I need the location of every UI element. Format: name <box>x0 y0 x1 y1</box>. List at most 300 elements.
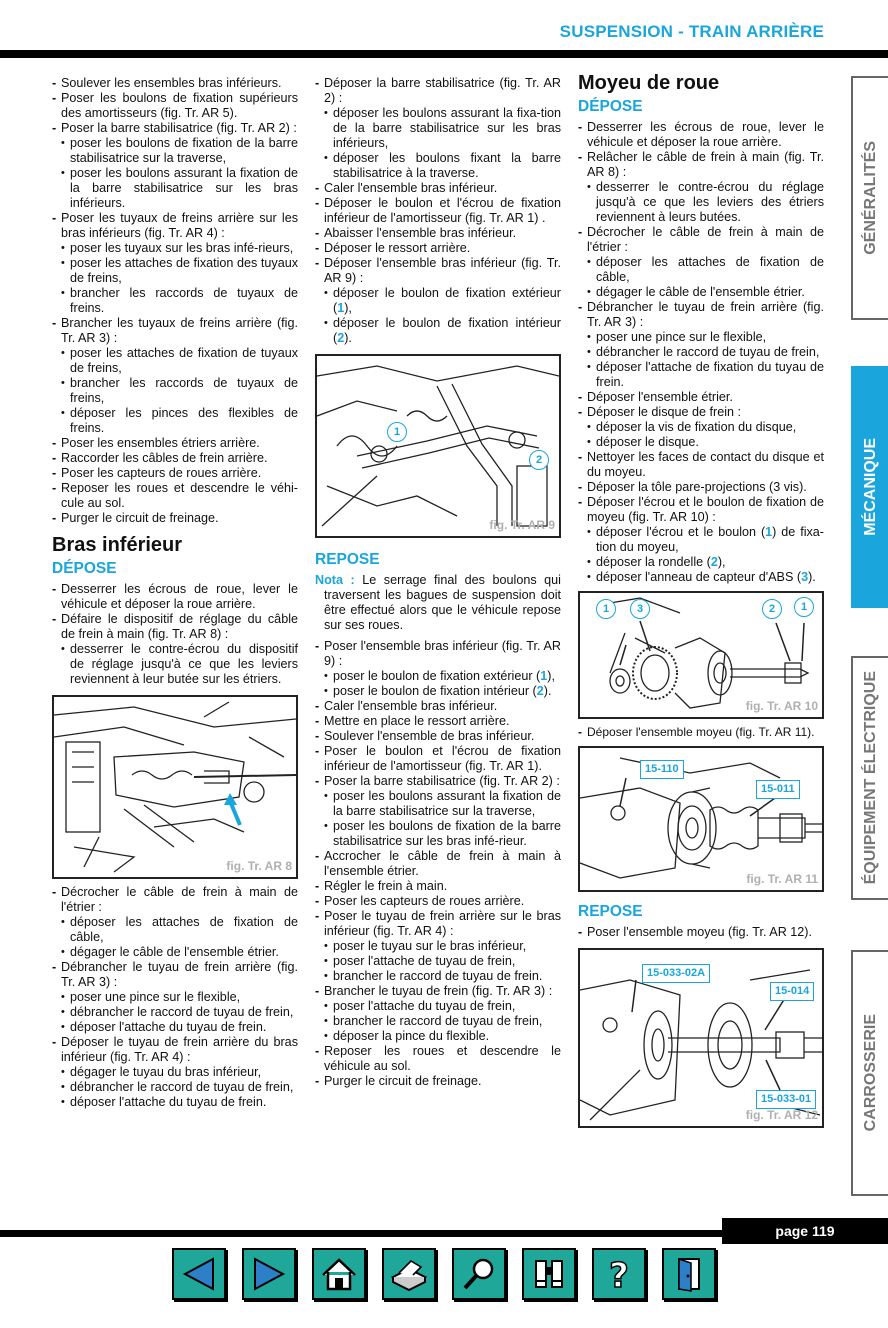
list-item <box>52 316 298 346</box>
note-label: Nota : <box>315 573 355 587</box>
item-text-main: Purger le circuit de freinage. <box>61 511 219 525</box>
reference-label: 15-110 <box>640 760 684 779</box>
repose-heading: REPOSE <box>578 903 643 920</box>
list-item <box>315 1074 561 1089</box>
bullet-marker: • <box>587 286 591 298</box>
item-text <box>333 151 561 181</box>
dash-marker: - <box>578 450 583 464</box>
item-text <box>324 196 561 226</box>
page-number: page 119 <box>722 1218 888 1244</box>
item-text <box>324 181 561 196</box>
item-text <box>70 166 298 211</box>
item-text <box>596 345 824 360</box>
dash-marker: - <box>52 211 57 225</box>
item-text <box>324 894 561 909</box>
list-item <box>578 120 824 150</box>
item-text-main: brancher les raccords de tuyaux de freins, <box>70 376 298 405</box>
list-item <box>52 286 298 316</box>
item-text-main: déposer la pince du flexible. <box>333 1029 490 1043</box>
figure-tr-ar-9 <box>315 354 561 538</box>
item-text <box>587 150 824 180</box>
item-text <box>70 1020 298 1035</box>
figure-label: fig. Tr. AR 10 <box>745 699 818 713</box>
list-item <box>578 300 824 330</box>
item-text <box>596 435 824 450</box>
item-text <box>333 1014 561 1029</box>
bullet-marker: • <box>324 790 328 802</box>
bullet-marker: • <box>61 287 65 299</box>
item-text <box>333 316 561 346</box>
figure-tr-ar-9-drawing <box>317 356 559 536</box>
item-text <box>61 451 298 466</box>
item-text: Déposer l'ensemble moyeu (fig. Tr. AR 11). <box>587 725 815 739</box>
item-text <box>333 789 561 819</box>
item-text <box>70 1065 298 1080</box>
bullet-marker: • <box>324 955 328 967</box>
item-text-main: poser les boulons de fixation de la barre stabilisatrice sur les bras infé-rieur. <box>333 819 561 848</box>
item-text <box>70 136 298 166</box>
tab-generalites[interactable] <box>851 76 888 320</box>
bullet-marker: • <box>61 1096 65 1108</box>
dash-marker: - <box>52 436 57 450</box>
item-text <box>324 909 561 939</box>
item-text-main: déposer le boulon de fixation intérieur ( <box>333 316 561 345</box>
figure-tr-ar-10 <box>578 591 824 719</box>
list <box>52 582 298 687</box>
tab-label: GÉNÉRALITÉS <box>861 141 879 255</box>
dash-marker: - <box>315 256 320 270</box>
item-text-main: Desserrer les écrous de roue, lever le véhicule et déposer la roue arrière. <box>587 120 824 149</box>
item-text <box>61 211 298 241</box>
item-text <box>587 300 824 330</box>
item-text-main: Déposer la barre stabilisatrice (fig. Tr. AR 2) : <box>324 76 561 105</box>
top-rule <box>0 50 888 58</box>
bullet-marker: • <box>587 571 591 583</box>
list-item <box>315 684 561 699</box>
item-text-main: Nettoyer les faces de contact du disque et du moyeu. <box>587 450 824 479</box>
tab-carrosserie[interactable] <box>851 950 888 1196</box>
figure-tr-ar-8 <box>52 695 298 879</box>
item-text-main: Poser la barre stabilisatrice (fig. Tr. AR 2) : <box>61 121 297 135</box>
list-item <box>52 466 298 481</box>
item-text <box>70 346 298 376</box>
item-text <box>61 436 298 451</box>
bullet-marker: • <box>61 167 65 179</box>
bullet-marker: • <box>61 242 65 254</box>
item-text-main: Poser les capteurs de roues arrière. <box>324 894 525 908</box>
item-text <box>70 406 298 436</box>
repose-heading: REPOSE <box>315 551 380 568</box>
item-text-main: Caler l'ensemble bras inférieur. <box>324 699 498 713</box>
reference-number: 1 <box>337 301 345 315</box>
dash-marker: - <box>315 729 320 743</box>
dash-marker: - <box>578 150 583 164</box>
item-text-main: brancher le raccord de tuyau de frein. <box>333 969 543 983</box>
list-item <box>315 789 561 819</box>
print-icon <box>389 1255 429 1293</box>
reference-label: 15-033-02A <box>642 964 710 983</box>
item-text <box>596 255 824 285</box>
find-button[interactable] <box>522 1248 576 1300</box>
item-text-main: Régler le frein à main. <box>324 879 448 893</box>
bullet-marker: • <box>61 257 65 269</box>
item-text <box>324 879 561 894</box>
list-item <box>578 495 824 525</box>
list-item <box>578 525 824 555</box>
item-text-main: desserrer le contre-écrou du dispositif de réglage jusqu'à ce que les leviers reviennent à leur butée sur les étriers. <box>70 642 298 686</box>
list-item <box>52 376 298 406</box>
figure-tr-ar-12 <box>578 948 824 1128</box>
bullet-marker: • <box>324 970 328 982</box>
home-icon <box>319 1255 359 1293</box>
bullet-marker: • <box>61 1006 65 1018</box>
list-item <box>52 945 298 960</box>
list-item <box>578 420 824 435</box>
callout-1: 1 <box>387 422 407 442</box>
item-text-main: Brancher le tuyau de frein (fig. Tr. AR 3) : <box>324 984 553 998</box>
section-title-bras-inferieur: Bras inférieur <box>52 534 183 556</box>
item-text-main: poser les attaches de fixation des tuyaux de freins, <box>70 256 298 285</box>
column-1 <box>52 76 298 1110</box>
item-text-main: Desserrer les écrous de roue, lever le véhicule et déposer la roue arrière. <box>61 582 298 611</box>
list-item <box>52 481 298 511</box>
dash-marker: - <box>52 316 57 330</box>
reference-number: 1 <box>540 669 548 683</box>
item-text-main: Accrocher le câble de frein à main à l'ensemble étrier. <box>324 849 561 878</box>
list-item <box>315 1044 561 1074</box>
item-text-main: Poser les ensembles étriers arrière. <box>61 436 260 450</box>
item-text <box>324 774 561 789</box>
exit-icon <box>669 1255 709 1293</box>
list-item <box>52 256 298 286</box>
list-item <box>315 699 561 714</box>
item-text <box>324 729 561 744</box>
list <box>52 76 298 526</box>
list-item <box>578 330 824 345</box>
svg-text:?: ? <box>609 1256 629 1293</box>
list-item <box>52 136 298 166</box>
item-text-main: Déposer la tôle pare-projections (3 vis). <box>587 480 807 494</box>
list-item <box>52 406 298 436</box>
item-text-end: ). <box>344 331 352 345</box>
item-text-main: Déposer l'ensemble bras inférieur (fig. Tr. AR 9) : <box>324 256 561 285</box>
exit-button[interactable] <box>662 1248 716 1300</box>
item-text-main: Déposer le ressort arrière. <box>324 241 471 255</box>
item-text <box>70 1080 298 1095</box>
list-item <box>52 436 298 451</box>
item-text <box>61 466 298 481</box>
list-item <box>52 1065 298 1080</box>
item-text-main: déposer le boulon de fixation extérieur ( <box>333 286 561 315</box>
item-text <box>587 450 824 480</box>
item-text-main: Mettre en place le ressort arrière. <box>324 714 510 728</box>
item-text <box>70 1005 298 1020</box>
reference-number: 3 <box>801 570 809 584</box>
list-item <box>52 990 298 1005</box>
dash-marker: - <box>52 612 57 626</box>
item-text-main: déposer l'attache de fixation du tuyau de frein. <box>596 360 824 389</box>
tab-label: MÉCANIQUE <box>861 438 879 536</box>
item-text <box>587 120 824 150</box>
item-text-main: Soulever l'ensemble de bras inférieur. <box>324 729 535 743</box>
callout-2: 2 <box>529 450 549 470</box>
dash-marker: - <box>315 849 320 863</box>
item-text <box>61 76 298 91</box>
list-item <box>315 774 561 789</box>
list-item <box>52 960 298 990</box>
callout-1: 1 <box>596 599 616 619</box>
item-text-main: Soulever les ensembles bras inférieurs. <box>61 76 282 90</box>
item-text-main: brancher les raccords de tuyaux de freins. <box>70 286 298 315</box>
item-text <box>333 106 561 151</box>
list-item <box>52 1020 298 1035</box>
list-item <box>52 885 298 915</box>
reference-label: 15-011 <box>756 780 800 799</box>
item-text-end: ) de fixa-tion du moyeu, <box>596 525 824 554</box>
item-text <box>596 285 824 300</box>
note-text: Le serrage final des boulons qui traversent les bagues de suspension doit être effectué alors que le véhicule repose sur ses roues. <box>324 573 561 632</box>
list-item <box>578 390 824 405</box>
figure-tr-ar-11-drawing <box>580 748 822 890</box>
bullet-marker: • <box>587 556 591 568</box>
item-text <box>61 481 298 511</box>
previous-page-button[interactable] <box>172 1248 226 1300</box>
item-text-main: Débrancher le tuyau de frein arrière (fig. Tr. AR 3) : <box>587 300 824 329</box>
dash-marker: - <box>52 1035 57 1049</box>
item-text <box>324 1074 561 1089</box>
bullet-marker: • <box>324 1015 328 1027</box>
list <box>315 76 561 346</box>
figure-label: fig. Tr. AR 9 <box>489 518 555 532</box>
item-text <box>596 180 824 225</box>
list-item <box>52 1080 298 1095</box>
dash-marker: - <box>52 451 57 465</box>
bullet-marker: • <box>324 685 328 697</box>
bullet-marker: • <box>61 1066 65 1078</box>
section-title-moyeu: Moyeu de roue <box>578 72 720 94</box>
item-text-main: poser l'attache de tuyau de frein, <box>333 954 516 968</box>
item-text-main: Poser les capteurs de roues arrière. <box>61 466 262 480</box>
item-text-main: débrancher le raccord de tuyau de frein, <box>596 345 820 359</box>
item-text <box>596 360 824 390</box>
list-item <box>578 480 824 495</box>
reference-number: 2 <box>710 555 718 569</box>
bullet-marker: • <box>324 1030 328 1042</box>
item-text <box>324 699 561 714</box>
list-item: - Poser l'ensemble moyeu (fig. Tr. AR 12). <box>578 925 824 940</box>
item-text-main: déposer les attaches de fixation de câble, <box>596 255 824 284</box>
dash-marker: - <box>315 76 320 90</box>
dash-marker: - <box>578 495 583 509</box>
item-text-main: Déposer le tuyau de frein arrière du bras inférieur (fig. Tr. AR 4) : <box>61 1035 298 1064</box>
list-item <box>315 894 561 909</box>
bullet-marker: • <box>587 526 591 538</box>
item-text-main: Poser l'ensemble bras inférieur (fig. Tr. AR 9) : <box>324 639 561 668</box>
item-text-main: déposer la vis de fixation du disque, <box>596 420 797 434</box>
dash-marker: - <box>315 699 320 713</box>
next-page-button[interactable] <box>242 1248 296 1300</box>
depose-heading: DÉPOSE <box>52 560 117 577</box>
bullet-marker: • <box>61 407 65 419</box>
list-item <box>578 225 824 255</box>
bullet-marker: • <box>61 137 65 149</box>
item-text <box>61 1035 298 1065</box>
item-text-main: poser le boulon de fixation intérieur ( <box>333 684 537 698</box>
list-item <box>315 909 561 939</box>
item-text-main: Déposer le disque de frein : <box>587 405 742 419</box>
dash-marker: - <box>578 390 583 404</box>
reference-number: 2 <box>536 684 544 698</box>
item-text <box>70 286 298 316</box>
dash-marker: - <box>52 960 57 974</box>
item-text <box>324 241 561 256</box>
item-text <box>324 714 561 729</box>
dash-marker: - <box>315 1044 320 1058</box>
help-icon <box>599 1255 639 1293</box>
item-text <box>61 582 298 612</box>
dash-marker: - <box>315 241 320 255</box>
item-text-main: poser le boulon de fixation extérieur ( <box>333 669 541 683</box>
list-item <box>578 150 824 180</box>
tab-equipement-electrique[interactable] <box>851 656 888 900</box>
item-text-main: Déposer l'ensemble étrier. <box>587 390 733 404</box>
item-text <box>324 226 561 241</box>
item-text-main: déposer les pinces des flexibles de freins. <box>70 406 298 435</box>
item-text-main: dégager le câble de l'ensemble étrier. <box>70 945 279 959</box>
dash-marker: - <box>52 481 57 495</box>
dash-marker: - <box>52 76 57 90</box>
item-text <box>70 1095 298 1110</box>
help-button[interactable] <box>592 1248 646 1300</box>
bullet-marker: • <box>587 421 591 433</box>
tab-mecanique[interactable] <box>851 366 888 608</box>
home-button[interactable] <box>312 1248 366 1300</box>
item-text <box>587 495 824 525</box>
list-item <box>52 582 298 612</box>
list-item <box>578 345 824 360</box>
list-item <box>315 744 561 774</box>
item-text-main: poser l'attache du tuyau de frein, <box>333 999 516 1013</box>
print-button[interactable] <box>382 1248 436 1300</box>
item-text-main: dégager le tuyau du bras inférieur, <box>70 1065 262 1079</box>
list-item <box>52 511 298 526</box>
list-item <box>315 196 561 226</box>
list-item <box>315 181 561 196</box>
bullet-marker: • <box>61 916 65 928</box>
item-text <box>333 939 561 954</box>
dash-marker: - <box>578 405 583 419</box>
bullet-marker: • <box>324 287 328 299</box>
list-item <box>578 435 824 450</box>
binoculars-icon <box>529 1255 569 1293</box>
item-text-main: Purger le circuit de freinage. <box>324 1074 482 1088</box>
list-item <box>578 255 824 285</box>
tab-label: CARROSSERIE <box>861 1014 879 1132</box>
item-text <box>70 256 298 286</box>
item-text-main: Poser les tuyaux de freins arrière sur les bras inférieurs (fig. Tr. AR 4) : <box>61 211 298 240</box>
item-text <box>333 684 561 699</box>
list-item <box>315 999 561 1014</box>
search-button[interactable] <box>452 1248 506 1300</box>
list-item <box>52 1035 298 1065</box>
bullet-marker: • <box>61 991 65 1003</box>
list-item <box>578 570 824 585</box>
item-text-main: Déposer l'écrou et le boulon de fixation de moyeu (fig. Tr. AR 10) : <box>587 495 824 524</box>
bullet-marker: • <box>61 946 65 958</box>
item-text-main: Poser le tuyau de frein arrière sur le bras inférieur (fig. Tr. AR 4) : <box>324 909 561 938</box>
list-item <box>52 121 298 136</box>
item-text-main: Caler l'ensemble bras inférieur. <box>324 181 498 195</box>
item-text-end: ). <box>808 570 816 584</box>
item-text-main: débrancher le raccord de tuyau de frein, <box>70 1080 294 1094</box>
dash-marker: - <box>315 879 320 893</box>
item-text <box>324 1044 561 1074</box>
item-text <box>70 945 298 960</box>
item-text-main: Débrancher le tuyau de frein arrière (fig. Tr. AR 3) : <box>61 960 298 989</box>
list-item <box>315 286 561 316</box>
dash-marker: - <box>315 196 320 210</box>
dash-marker: - <box>315 984 320 998</box>
item-text-main: poser une pince sur le flexible, <box>596 330 767 344</box>
depose-heading: DÉPOSE <box>578 98 643 115</box>
dash-marker: - <box>315 714 320 728</box>
list-item <box>315 939 561 954</box>
item-text-main: Poser les boulons de fixation supérieurs des amortisseurs (fig. Tr. AR 5). <box>61 91 298 120</box>
dash-marker: - <box>315 909 320 923</box>
dash-marker: - <box>315 181 320 195</box>
list-item <box>52 241 298 256</box>
item-text-end: ). <box>543 684 552 698</box>
item-text-end: ), <box>717 555 726 569</box>
item-text-main: Reposer les roues et descendre le véhicule au sol. <box>324 1044 561 1073</box>
bullet-marker: • <box>324 317 328 329</box>
dash-marker: - <box>578 225 583 239</box>
list-item <box>315 954 561 969</box>
bullet-marker: • <box>61 1081 65 1093</box>
item-text <box>324 744 561 774</box>
tab-label: ÉQUIPEMENT ÉLECTRIQUE <box>861 671 879 885</box>
item-text-main: débrancher le raccord de tuyau de frein, <box>70 1005 294 1019</box>
item-text-end: ), <box>344 301 352 315</box>
item-text <box>333 999 561 1014</box>
next-page-icon <box>249 1255 289 1293</box>
list-item <box>315 1014 561 1029</box>
bullet-marker: • <box>324 940 328 952</box>
callout-3: 3 <box>630 599 650 619</box>
item-text-main: poser les tuyaux sur les bras infé-rieurs, <box>70 241 294 255</box>
reference-number: 1 <box>765 525 773 539</box>
item-text <box>61 612 298 642</box>
item-text-main: poser les boulons de fixation de la barre stabilisatrice sur la traverse, <box>70 136 298 165</box>
list-item <box>52 76 298 91</box>
list-item <box>52 915 298 945</box>
item-text-main: déposer les boulons assurant la fixa-tion de la barre stabilisatrice sur les bras inférieurs, <box>333 106 561 150</box>
item-text <box>333 286 561 316</box>
item-text-main: Poser la barre stabilisatrice (fig. Tr. AR 2) : <box>324 774 560 788</box>
figure-label: fig. Tr. AR 8 <box>226 859 292 873</box>
bullet-marker: • <box>61 643 65 655</box>
item-text <box>61 885 298 915</box>
item-text-main: Décrocher le câble de frein à main de l'étrier : <box>61 885 298 914</box>
reference-label: 15-033-01 <box>756 1090 816 1109</box>
item-text-main: poser les attaches de fixation de tuyaux de freins, <box>70 346 298 375</box>
dash-marker: - <box>578 480 583 494</box>
bullet-marker: • <box>61 347 65 359</box>
dash-marker: - <box>52 121 57 135</box>
note <box>315 573 561 633</box>
item-text-main: déposer l'attache du tuyau de frein. <box>70 1095 267 1109</box>
item-text <box>596 555 824 570</box>
